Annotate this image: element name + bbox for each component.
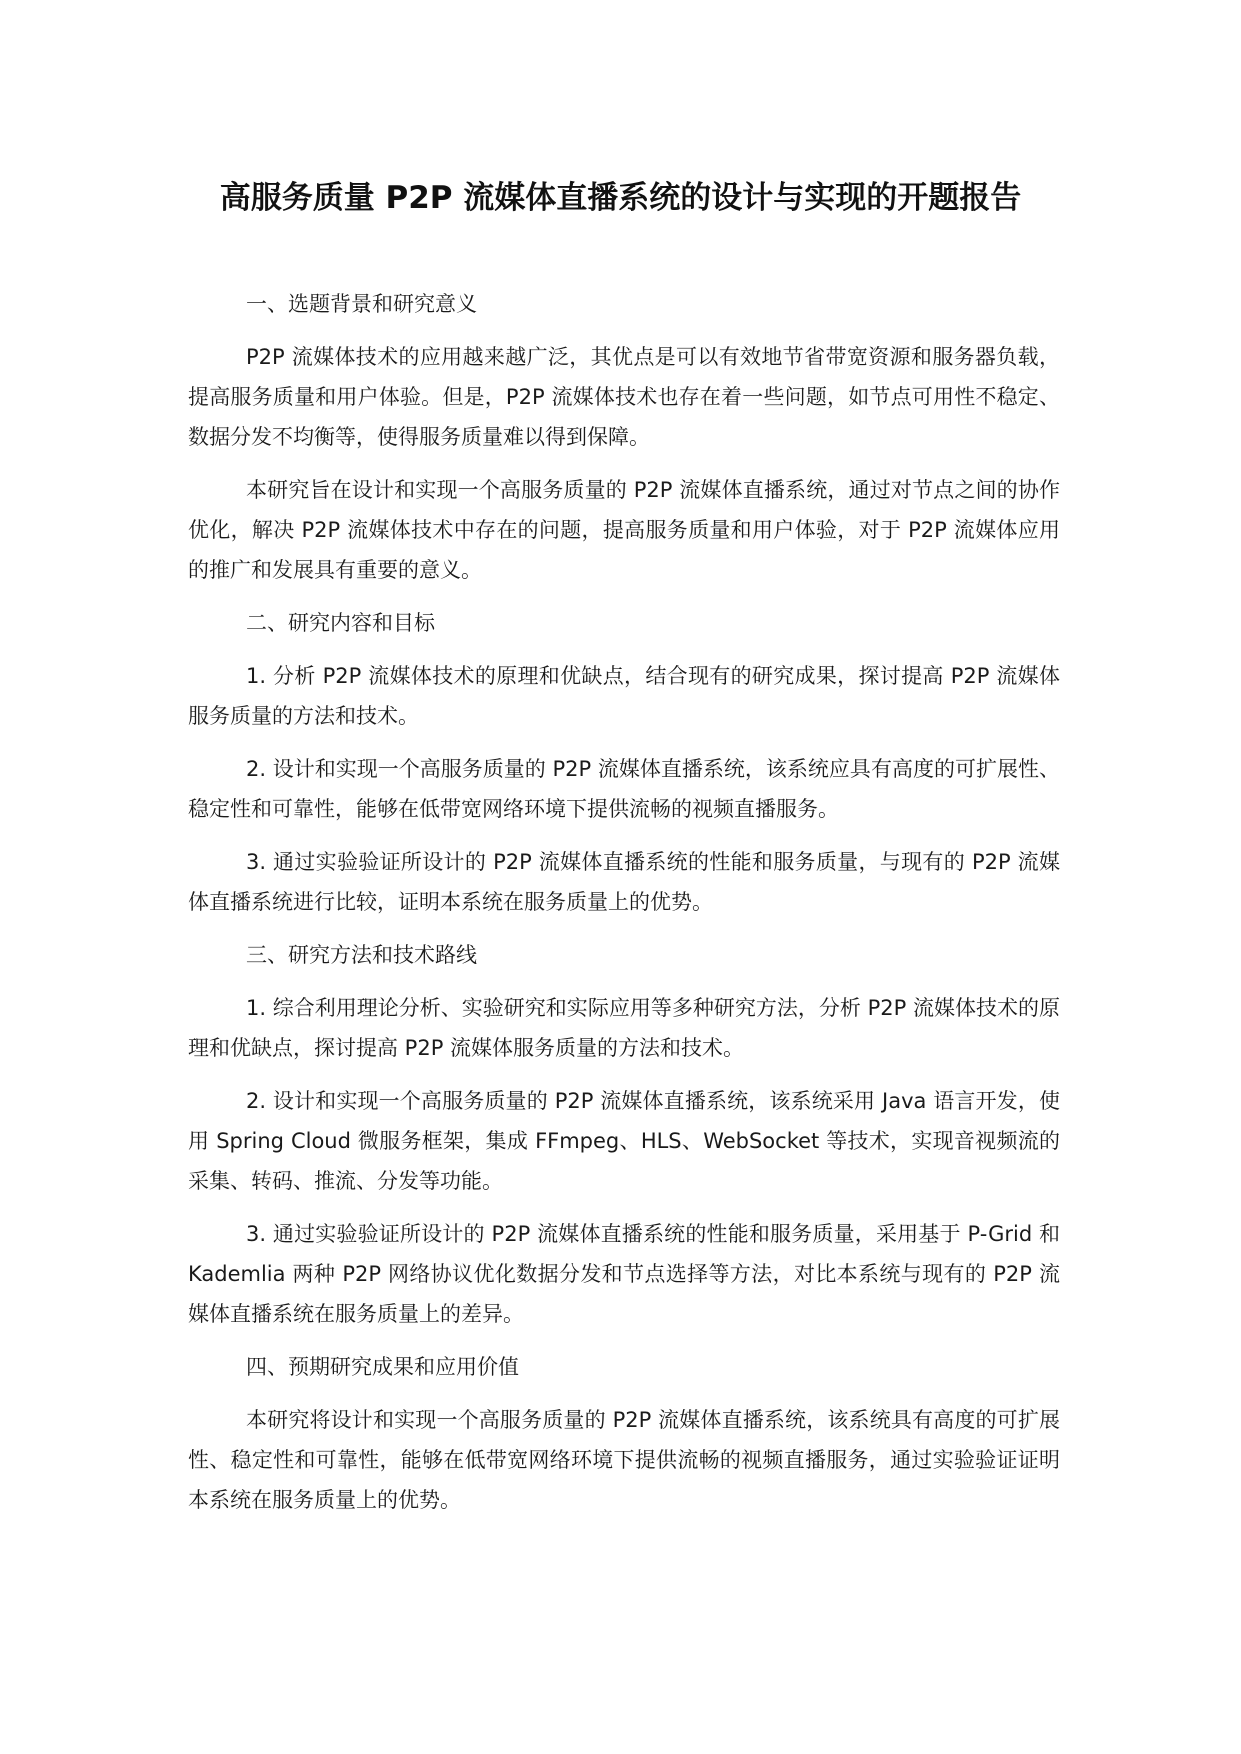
section-heading: 一、选题背景和研究意义 bbox=[246, 292, 477, 316]
paragraph: 本研究旨在设计和实现一个高服务质量的 P2P 流媒体直播系统，通过对节点之间的协作优化，解决 P2P 流媒体技术中存在的问题，提高服务质量和用户体验，对于 P2P 流媒体应用的推广和发展具有重要的意义。 bbox=[188, 478, 1060, 582]
paragraph: P2P 流媒体技术的应用越来越广泛，其优点是可以有效地节省带宽资源和服务器负载，提高服务质量和用户体验。但是，P2P 流媒体技术也存在着一些问题，如节点可用性不稳定、数据分发不均衡等，使得服务质量难以得到保障。 bbox=[188, 345, 1060, 449]
paragraph: 3. 通过实验验证所设计的 P2P 流媒体直播系统的性能和服务质量，采用基于 P-Grid 和 Kademlia 两种 P2P 网络协议优化数据分发和节点选择等方法，对比本系统与现有的 P2P 流媒体直播系统在服务质量上的差异。 bbox=[188, 1222, 1060, 1326]
paragraph: 1. 综合利用理论分析、实验研究和实际应用等多种研究方法，分析 P2P 流媒体技术的原理和优缺点，探讨提高 P2P 流媒体服务质量的方法和技术。 bbox=[188, 996, 1060, 1060]
section-content-goals bbox=[188, 603, 1060, 922]
section-expected-results bbox=[188, 1347, 1060, 1520]
section-heading: 三、研究方法和技术路线 bbox=[246, 943, 477, 967]
paragraph: 3. 通过实验验证所设计的 P2P 流媒体直播系统的性能和服务质量，与现有的 P2P 流媒体直播系统进行比较，证明本系统在服务质量上的优势。 bbox=[188, 850, 1060, 914]
section-methods bbox=[188, 935, 1060, 1334]
paragraph: 2. 设计和实现一个高服务质量的 P2P 流媒体直播系统，该系统应具有高度的可扩展性、稳定性和可靠性，能够在低带宽网络环境下提供流畅的视频直播服务。 bbox=[188, 757, 1060, 821]
paragraph: 本研究将设计和实现一个高服务质量的 P2P 流媒体直播系统，该系统具有高度的可扩展性、稳定性和可靠性，能够在低带宽网络环境下提供流畅的视频直播服务，通过实验验证证明本系统在服务质量上的优势。 bbox=[188, 1408, 1060, 1512]
paragraph: 1. 分析 P2P 流媒体技术的原理和优缺点，结合现有的研究成果，探讨提高 P2P 流媒体服务质量的方法和技术。 bbox=[188, 664, 1060, 728]
document-body bbox=[188, 284, 1060, 1533]
section-background bbox=[188, 284, 1060, 590]
section-heading: 四、预期研究成果和应用价值 bbox=[246, 1355, 519, 1379]
document-title: 高服务质量 P2P 流媒体直播系统的设计与实现的开题报告 bbox=[219, 180, 1022, 216]
paragraph: 2. 设计和实现一个高服务质量的 P2P 流媒体直播系统，该系统采用 Java 语言开发，使用 Spring Cloud 微服务框架，集成 FFmpeg、HLS、WebSocket 等技术，实现音视频流的采集、转码、推流、分发等功能。 bbox=[188, 1089, 1060, 1193]
section-heading: 二、研究内容和目标 bbox=[246, 611, 435, 635]
